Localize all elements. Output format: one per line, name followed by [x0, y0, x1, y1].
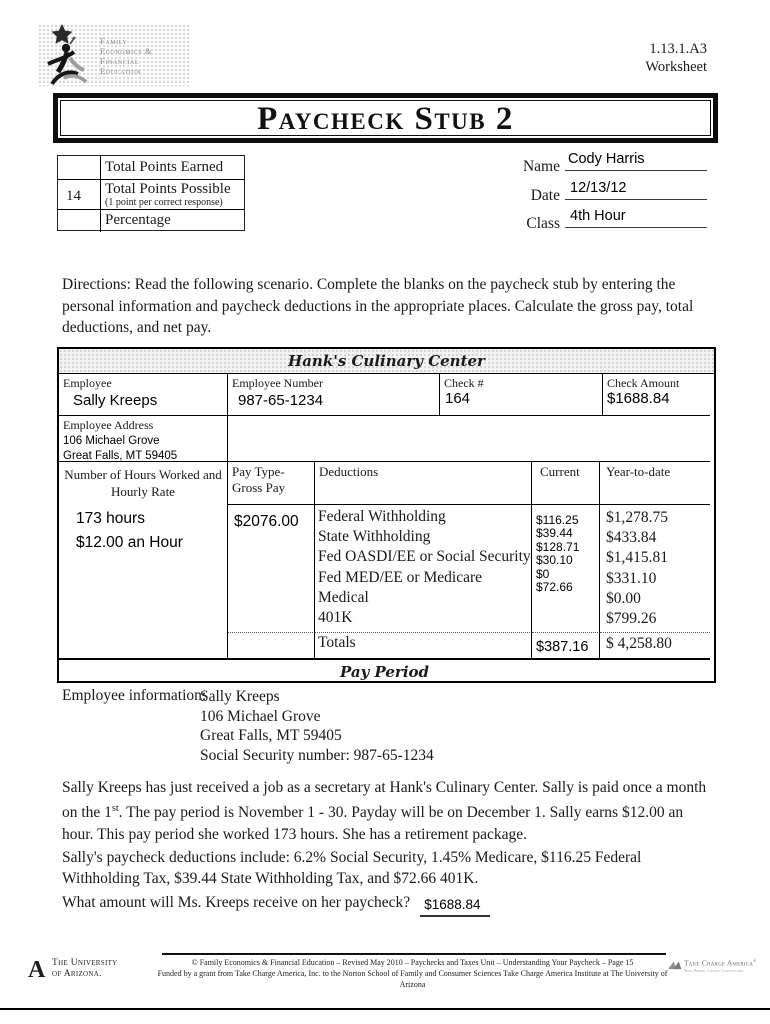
footer-credit-line1: © Family Economics & Financial Education – Revised May 2010 – Paychecks and Taxes Unit – Understanding Your Paycheck – Page 15 — [191, 958, 634, 967]
deduction-current: $39.44 — [536, 526, 573, 541]
deduction-ytd-values — [600, 505, 710, 633]
deduction-ytd: $0.00 — [606, 589, 641, 607]
paytype-header-line1: Pay Type- — [232, 464, 285, 479]
tca-logo — [668, 957, 768, 973]
title-banner — [53, 93, 718, 143]
check-amount-label: Check Amount — [607, 376, 680, 390]
tca-arrows-icon — [668, 958, 682, 970]
class-label: Class — [526, 215, 560, 232]
points-possible-value: 14 — [66, 188, 81, 204]
hours-header-line2: Hourly Rate — [111, 484, 175, 499]
employee-address-field[interactable] — [59, 434, 227, 464]
logo-text-line: Financial — [100, 56, 140, 66]
paycheck-stub-table — [57, 347, 716, 683]
deduction-current: $30.10 — [536, 553, 573, 568]
scenario-p1-superscript: st — [111, 803, 119, 815]
employee-info-line: Social Security number: 987-65-1234 — [200, 746, 434, 764]
fefe-logo-figure — [40, 22, 102, 88]
answer-field[interactable]: $1688.84 — [420, 897, 490, 917]
scenario-paragraph-1 — [62, 777, 717, 845]
deduction-ytd: $1,415.81 — [606, 549, 668, 567]
points-possible-label: Total Points Possible — [105, 181, 231, 197]
address-line-2: Great Falls, MT 59405 — [63, 450, 178, 462]
employee-info-line: 106 Michael Grove — [200, 707, 321, 725]
date-field[interactable]: 12/13/12 — [565, 180, 707, 200]
employee-number-label: Employee Number — [232, 376, 323, 390]
deduction-name: 401K — [318, 609, 353, 627]
footer-rule — [162, 953, 666, 955]
ua-text-line1: The University — [52, 958, 118, 968]
employee-label: Employee — [63, 376, 112, 390]
current-header: Current — [532, 462, 600, 505]
points-table — [57, 155, 245, 231]
address-empty-cell — [228, 416, 710, 462]
question-text: What amount will Ms. Kreeps receive on her paycheck? — [62, 894, 411, 911]
ytd-header: Year-to-date — [600, 462, 710, 505]
hours-value: 173 hours — [76, 510, 145, 527]
ua-block-a-icon: A — [28, 957, 46, 983]
totals-label: Totals — [315, 633, 532, 658]
employee-info-label: Employee information: — [62, 687, 207, 704]
footer-credits — [155, 957, 670, 990]
doc-type: Worksheet — [645, 59, 707, 75]
employee-address-label: Employee Address — [63, 418, 154, 432]
scenario-paragraph-2: Sally's paycheck deductions include: 6.2% Social Security, 1.45% Medicare, $116.25 Federal Withholding Tax, $39.44 State Withholding Tax, and $72.66 401K. — [62, 849, 642, 888]
deduction-ytd: $433.84 — [606, 529, 657, 547]
logo-text-line: Education — [100, 66, 142, 76]
deduction-current: $0 — [536, 566, 550, 581]
check-number-label: Check # — [444, 376, 484, 390]
class-field[interactable]: 4th Hour — [565, 208, 707, 228]
points-earned-label: Total Points Earned — [105, 159, 224, 175]
fefe-logo — [38, 24, 190, 86]
tca-reg-mark: ® — [753, 958, 757, 963]
deduction-ytd: $799.26 — [606, 610, 657, 628]
tca-tagline: Non Profit Credit Counseling — [684, 967, 744, 973]
tca-name: Take Charge America — [684, 958, 754, 968]
deduction-ytd: $1,278.75 — [606, 509, 668, 526]
pay-period-label: Pay Period — [339, 663, 430, 681]
address-line-1: 106 Michael Grove — [63, 435, 160, 447]
deduction-ytd: $331.10 — [606, 569, 657, 587]
check-number-field[interactable]: 164 — [445, 390, 471, 407]
directions-text: Directions: Read the following scenario. Complete the blanks on the paycheck stub by entering the personal information and paycheck deductions in the appropriate places. Calculate the gross pay, total deductions, and net pay. — [62, 276, 694, 336]
footer-credit-line2: Funded by a grant from Take Charge America, Inc. to the Norton School of Family and Consumer Sciences Take Charge America Institute at The University of Arizona — [157, 969, 668, 989]
totals-empty-cell — [228, 633, 315, 658]
gross-pay-field[interactable]: $2076.00 — [234, 513, 299, 530]
page-bottom-edge — [0, 1008, 770, 1010]
percentage-label: Percentage — [105, 212, 171, 228]
scenario-p1-text: . The pay period is November 1 - 30. Payday will be on December 1. Sally earns $12.00 an hour. This pay period she worked 173 hours. She has a retirement package. — [62, 804, 684, 843]
deduction-name: Federal Withholding — [318, 508, 446, 525]
hours-rate-field[interactable] — [59, 500, 227, 555]
name-field[interactable]: Cody Harris — [565, 151, 707, 171]
points-possible-note: (1 point per correct response) — [105, 197, 223, 208]
deduction-current-fields[interactable] — [532, 505, 600, 633]
deduction-names — [315, 505, 532, 633]
doc-code: 1.13.1.A3 — [649, 41, 707, 57]
date-label: Date — [530, 187, 560, 204]
employee-info-line: Great Falls, MT 59405 — [200, 727, 342, 745]
employee-info-lines — [200, 687, 434, 765]
employee-number-field[interactable]: 987-65-1234 — [238, 392, 324, 409]
deduction-current: $72.66 — [536, 580, 573, 595]
deduction-name: Medical — [318, 588, 369, 606]
deductions-header: Deductions — [315, 462, 532, 505]
logo-text-line: Economics & — [100, 46, 153, 56]
paytype-header-line2: Gross Pay — [232, 480, 286, 495]
totals-current-field[interactable]: $387.16 — [532, 633, 600, 658]
rate-value: $12.00 an Hour — [76, 534, 183, 551]
employee-info-line: Sally Kreeps — [200, 688, 280, 705]
deduction-name: State Withholding — [318, 528, 431, 546]
ua-logo — [28, 958, 158, 982]
deduction-name: Fed MED/EE or Medicare — [318, 568, 482, 586]
deduction-current: $116.25 — [536, 513, 579, 527]
name-label: Name — [522, 158, 560, 175]
deduction-current: $128.71 — [536, 539, 580, 554]
employee-field[interactable]: Sally Kreeps — [73, 392, 158, 409]
logo-text-line: Family — [100, 36, 128, 46]
totals-ytd-value: $ 4,258.80 — [606, 635, 672, 652]
hours-header-line1: Number of Hours Worked and — [64, 467, 222, 482]
scenario-p1-text: Sally Kreeps has just received a job as a secretary at Hank's Culinary Center. Sally is paid once a month on the 1 — [62, 779, 707, 822]
check-amount-field[interactable]: $1688.84 — [607, 390, 670, 407]
page-title: Paycheck Stub 2 — [257, 101, 514, 137]
deduction-name: Fed OASDI/EE or Social Security — [318, 548, 531, 566]
company-name: Hank's Culinary Center — [288, 352, 485, 370]
ua-text-line2: of Arizona. — [52, 969, 102, 979]
